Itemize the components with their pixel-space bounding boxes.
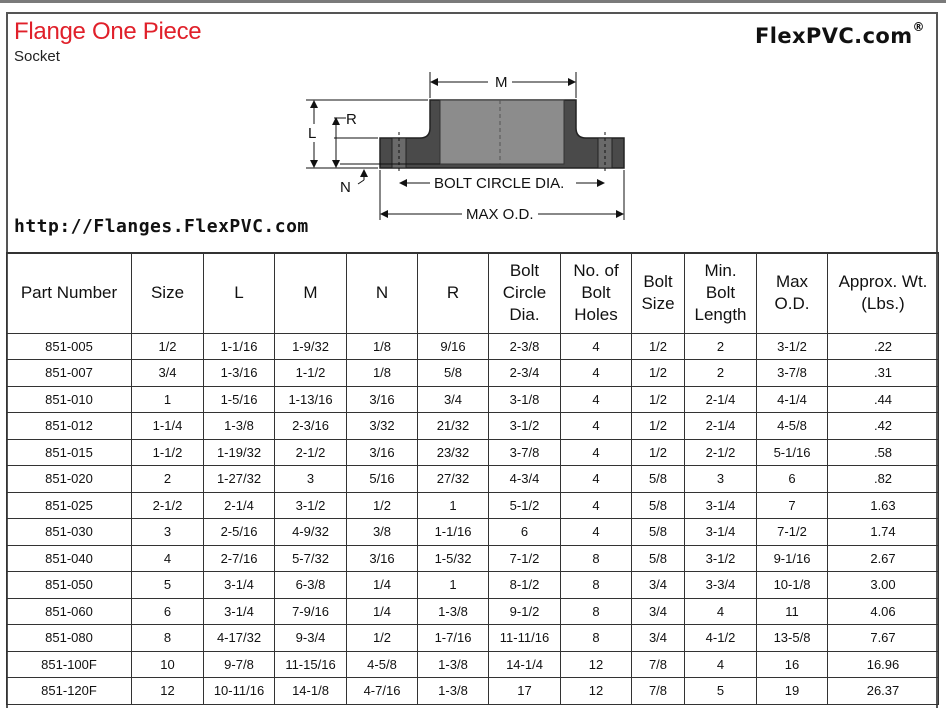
table-cell: 3/4 bbox=[632, 625, 685, 652]
table-row bbox=[7, 625, 939, 652]
table-cell: 1-5/32 bbox=[418, 545, 489, 572]
website-url: http://Flanges.FlexPVC.com bbox=[14, 216, 309, 237]
table-cell: 3 bbox=[275, 466, 347, 493]
n-leader bbox=[358, 180, 364, 184]
table-cell: 4-9/32 bbox=[275, 519, 347, 546]
table-row bbox=[7, 492, 939, 519]
table-body bbox=[7, 333, 939, 704]
flange-diagram bbox=[300, 66, 640, 226]
table-cell: 4 bbox=[685, 651, 757, 678]
table-cell: 4-7/16 bbox=[347, 678, 418, 705]
table-cell: 3/4 bbox=[632, 598, 685, 625]
table-cell: 9-1/16 bbox=[757, 545, 828, 572]
table-cell: 5/8 bbox=[632, 492, 685, 519]
table-cell: 1/8 bbox=[347, 333, 418, 360]
table-cell: 851-010 bbox=[7, 386, 132, 413]
table-cell: 1-9/32 bbox=[275, 333, 347, 360]
column-header: Approx. Wt. (Lbs.) bbox=[828, 253, 939, 333]
table-cell: 1/2 bbox=[347, 492, 418, 519]
table-cell: 3/4 bbox=[632, 572, 685, 599]
table-cell: 3/8 bbox=[347, 519, 418, 546]
table-row bbox=[7, 598, 939, 625]
table-cell: 3/16 bbox=[347, 545, 418, 572]
table-cell: 1-1/16 bbox=[418, 519, 489, 546]
column-header: No. of Bolt Holes bbox=[561, 253, 632, 333]
frame-top-border bbox=[6, 12, 938, 14]
table-cell: 1-3/8 bbox=[418, 598, 489, 625]
registered-mark: ® bbox=[912, 20, 925, 34]
table-cell: 8 bbox=[561, 598, 632, 625]
table-cell: 4 bbox=[561, 492, 632, 519]
table-cell: 2 bbox=[685, 360, 757, 387]
table-cell: 5-1/2 bbox=[489, 492, 561, 519]
column-header: N bbox=[347, 253, 418, 333]
table-cell: 11-11/16 bbox=[489, 625, 561, 652]
table-cell: 19 bbox=[757, 678, 828, 705]
table-cell: 3-1/4 bbox=[204, 572, 275, 599]
table-cell: 2-5/16 bbox=[204, 519, 275, 546]
table-cell: 3 bbox=[685, 466, 757, 493]
table-cell: 1/8 bbox=[347, 360, 418, 387]
table-cell: 7-9/16 bbox=[275, 598, 347, 625]
table-cell: 2-7/16 bbox=[204, 545, 275, 572]
table-cell: 12 bbox=[561, 678, 632, 705]
table-cell: 851-005 bbox=[7, 333, 132, 360]
table-cell: 1.74 bbox=[828, 519, 939, 546]
table-cell: 5/16 bbox=[347, 466, 418, 493]
column-header: Part Number bbox=[7, 253, 132, 333]
table-cell: 5 bbox=[132, 572, 204, 599]
table-cell: 1-3/16 bbox=[204, 360, 275, 387]
table-cell: 2-3/4 bbox=[489, 360, 561, 387]
table-cell: 1-1/2 bbox=[275, 360, 347, 387]
table-cell: 6 bbox=[489, 519, 561, 546]
table-cell: 1/2 bbox=[632, 413, 685, 440]
table-cell: 3/16 bbox=[347, 386, 418, 413]
table-cell: 851-050 bbox=[7, 572, 132, 599]
table-row bbox=[7, 386, 939, 413]
table-cell: 10-1/8 bbox=[757, 572, 828, 599]
table-cell: 851-040 bbox=[7, 545, 132, 572]
table-cell: 1.63 bbox=[828, 492, 939, 519]
table-cell: .44 bbox=[828, 386, 939, 413]
brand-logo bbox=[755, 20, 925, 48]
table-cell: 5-1/16 bbox=[757, 439, 828, 466]
table-cell: 5/8 bbox=[418, 360, 489, 387]
table-cell: 16.96 bbox=[828, 651, 939, 678]
bolt-circle-label: BOLT CIRCLE DIA. bbox=[434, 175, 565, 192]
table-cell: 7-1/2 bbox=[489, 545, 561, 572]
table-row bbox=[7, 466, 939, 493]
table-cell: 851-012 bbox=[7, 413, 132, 440]
table-cell: 1-1/2 bbox=[132, 439, 204, 466]
table-cell: 7-1/2 bbox=[757, 519, 828, 546]
table-cell: 2.67 bbox=[828, 545, 939, 572]
table-cell: 851-080 bbox=[7, 625, 132, 652]
table-cell: 4 bbox=[685, 598, 757, 625]
brand-name: FlexPVC.com bbox=[755, 24, 913, 48]
table-cell: 3-1/2 bbox=[489, 413, 561, 440]
table-cell: 851-015 bbox=[7, 439, 132, 466]
table-cell: 4 bbox=[561, 519, 632, 546]
table-cell: 3-1/4 bbox=[685, 519, 757, 546]
r-label: R bbox=[346, 111, 357, 128]
table-cell: 3-1/4 bbox=[685, 492, 757, 519]
table-cell: 8 bbox=[561, 545, 632, 572]
table-cell: 6 bbox=[132, 598, 204, 625]
table-cell: 4 bbox=[561, 439, 632, 466]
table-cell: 5/8 bbox=[632, 519, 685, 546]
table-cell: 23/32 bbox=[418, 439, 489, 466]
table-cell: 1-3/8 bbox=[418, 678, 489, 705]
table-cell: 2-1/4 bbox=[685, 386, 757, 413]
table-cell: 1-7/16 bbox=[418, 625, 489, 652]
table-cell: 2-3/8 bbox=[489, 333, 561, 360]
column-header: M bbox=[275, 253, 347, 333]
table-cell: 1-13/16 bbox=[275, 386, 347, 413]
table-cell: 3.00 bbox=[828, 572, 939, 599]
column-header: Size bbox=[132, 253, 204, 333]
table-cell: 1/2 bbox=[347, 625, 418, 652]
table-cell: 851-007 bbox=[7, 360, 132, 387]
column-header: Bolt Circle Dia. bbox=[489, 253, 561, 333]
table-cell: 4-1/2 bbox=[685, 625, 757, 652]
table-cell: 3-1/2 bbox=[685, 545, 757, 572]
table-cell: 4-5/8 bbox=[757, 413, 828, 440]
socket-bore bbox=[440, 100, 564, 164]
table-cell: 1-3/8 bbox=[204, 413, 275, 440]
table-cell: 4 bbox=[561, 466, 632, 493]
table-cell: 851-060 bbox=[7, 598, 132, 625]
table-cell: 4 bbox=[561, 413, 632, 440]
table-cell: 3-1/8 bbox=[489, 386, 561, 413]
table-cell: 851-100F bbox=[7, 651, 132, 678]
table-cell: 26.37 bbox=[828, 678, 939, 705]
table-cell: 4-3/4 bbox=[489, 466, 561, 493]
table-cell: 4 bbox=[561, 333, 632, 360]
table-cell: 13-5/8 bbox=[757, 625, 828, 652]
table-cell: 1/2 bbox=[132, 333, 204, 360]
n-label: N bbox=[340, 179, 351, 196]
table-cell: .82 bbox=[828, 466, 939, 493]
column-header: Min. Bolt Length bbox=[685, 253, 757, 333]
table-cell: 10-11/16 bbox=[204, 678, 275, 705]
column-header: Bolt Size bbox=[632, 253, 685, 333]
table-cell: 17 bbox=[489, 678, 561, 705]
table-cell: 851-020 bbox=[7, 466, 132, 493]
table-cell: 14-1/8 bbox=[275, 678, 347, 705]
table-cell: 9/16 bbox=[418, 333, 489, 360]
table-cell: 1/2 bbox=[632, 439, 685, 466]
table-cell: 10 bbox=[132, 651, 204, 678]
table-cell: 1 bbox=[418, 492, 489, 519]
table-cell: .58 bbox=[828, 439, 939, 466]
table-cell: 1 bbox=[132, 386, 204, 413]
table-cell: 1 bbox=[418, 572, 489, 599]
table-row bbox=[7, 360, 939, 387]
table-row bbox=[7, 519, 939, 546]
table-cell: 8 bbox=[561, 625, 632, 652]
table-cell: 1-3/8 bbox=[418, 651, 489, 678]
table-cell: 3/32 bbox=[347, 413, 418, 440]
table-cell: 1/2 bbox=[632, 386, 685, 413]
table-cell: 5 bbox=[685, 678, 757, 705]
table-cell: 4.06 bbox=[828, 598, 939, 625]
table-cell: 7/8 bbox=[632, 651, 685, 678]
table-cell: 1/2 bbox=[632, 333, 685, 360]
table-cell: 6-3/8 bbox=[275, 572, 347, 599]
table-cell: 1/4 bbox=[347, 572, 418, 599]
table-cell: 9-1/2 bbox=[489, 598, 561, 625]
table-row bbox=[7, 413, 939, 440]
table-cell: 2 bbox=[132, 466, 204, 493]
table-cell: 7/8 bbox=[632, 678, 685, 705]
table-cell: 1-1/4 bbox=[132, 413, 204, 440]
table-cell: 3-7/8 bbox=[757, 360, 828, 387]
table-cell: 5/8 bbox=[632, 545, 685, 572]
table-cell: 7 bbox=[757, 492, 828, 519]
table-cell: 9-3/4 bbox=[275, 625, 347, 652]
table-cell: 2-1/2 bbox=[275, 439, 347, 466]
table-cell: 851-030 bbox=[7, 519, 132, 546]
column-header: L bbox=[204, 253, 275, 333]
table-cell: 11-15/16 bbox=[275, 651, 347, 678]
flange-spec-table bbox=[6, 252, 939, 705]
table-cell: 2-1/4 bbox=[685, 413, 757, 440]
table-cell: 2-3/16 bbox=[275, 413, 347, 440]
table-cell: 4-1/4 bbox=[757, 386, 828, 413]
top-rule bbox=[0, 0, 946, 3]
table-cell: 4 bbox=[561, 386, 632, 413]
table-cell: 3/4 bbox=[132, 360, 204, 387]
table-cell: 851-025 bbox=[7, 492, 132, 519]
table-cell: 4 bbox=[561, 360, 632, 387]
page-subtitle: Socket bbox=[14, 48, 60, 65]
table-cell: 3/16 bbox=[347, 439, 418, 466]
table-cell: 2-1/4 bbox=[204, 492, 275, 519]
table-cell: 2-1/2 bbox=[132, 492, 204, 519]
table-cell: 6 bbox=[757, 466, 828, 493]
table-cell: 8-1/2 bbox=[489, 572, 561, 599]
table-cell: 7.67 bbox=[828, 625, 939, 652]
table-cell: 27/32 bbox=[418, 466, 489, 493]
table-row bbox=[7, 651, 939, 678]
table-cell: 12 bbox=[132, 678, 204, 705]
table-cell: 8 bbox=[561, 572, 632, 599]
table-cell: .42 bbox=[828, 413, 939, 440]
table-cell: 1-5/16 bbox=[204, 386, 275, 413]
table-cell: 12 bbox=[561, 651, 632, 678]
table-cell: 4 bbox=[132, 545, 204, 572]
table-cell: 4-5/8 bbox=[347, 651, 418, 678]
table-row bbox=[7, 572, 939, 599]
table-header-row bbox=[7, 253, 939, 333]
table-row bbox=[7, 439, 939, 466]
table-cell: 3-1/2 bbox=[275, 492, 347, 519]
table-cell: 14-1/4 bbox=[489, 651, 561, 678]
table-cell: 3/4 bbox=[418, 386, 489, 413]
table-cell: 2-1/2 bbox=[685, 439, 757, 466]
table-cell: 5/8 bbox=[632, 466, 685, 493]
table-cell: 4-17/32 bbox=[204, 625, 275, 652]
table-cell: 1-1/16 bbox=[204, 333, 275, 360]
table-cell: 3-1/2 bbox=[757, 333, 828, 360]
table-cell: 1/2 bbox=[632, 360, 685, 387]
table-cell: 3-3/4 bbox=[685, 572, 757, 599]
table-cell: 8 bbox=[132, 625, 204, 652]
table-cell: 1/4 bbox=[347, 598, 418, 625]
table-cell: 1-19/32 bbox=[204, 439, 275, 466]
table-row bbox=[7, 333, 939, 360]
max-od-label: MAX O.D. bbox=[466, 206, 534, 223]
table-cell: .31 bbox=[828, 360, 939, 387]
table-cell: 5-7/32 bbox=[275, 545, 347, 572]
table-cell: 11 bbox=[757, 598, 828, 625]
table-cell: .22 bbox=[828, 333, 939, 360]
table-row bbox=[7, 678, 939, 705]
page-title: Flange One Piece bbox=[14, 18, 202, 45]
table-cell: 3 bbox=[132, 519, 204, 546]
l-label: L bbox=[308, 125, 317, 142]
m-label: M bbox=[495, 74, 508, 91]
table-cell: 3-7/8 bbox=[489, 439, 561, 466]
column-header: Max O.D. bbox=[757, 253, 828, 333]
table-cell: 16 bbox=[757, 651, 828, 678]
column-header: R bbox=[418, 253, 489, 333]
table-cell: 2 bbox=[685, 333, 757, 360]
table-cell: 9-7/8 bbox=[204, 651, 275, 678]
table-cell: 851-120F bbox=[7, 678, 132, 705]
table-cell: 3-1/4 bbox=[204, 598, 275, 625]
table-cell: 1-27/32 bbox=[204, 466, 275, 493]
table-cell: 21/32 bbox=[418, 413, 489, 440]
table-row bbox=[7, 545, 939, 572]
